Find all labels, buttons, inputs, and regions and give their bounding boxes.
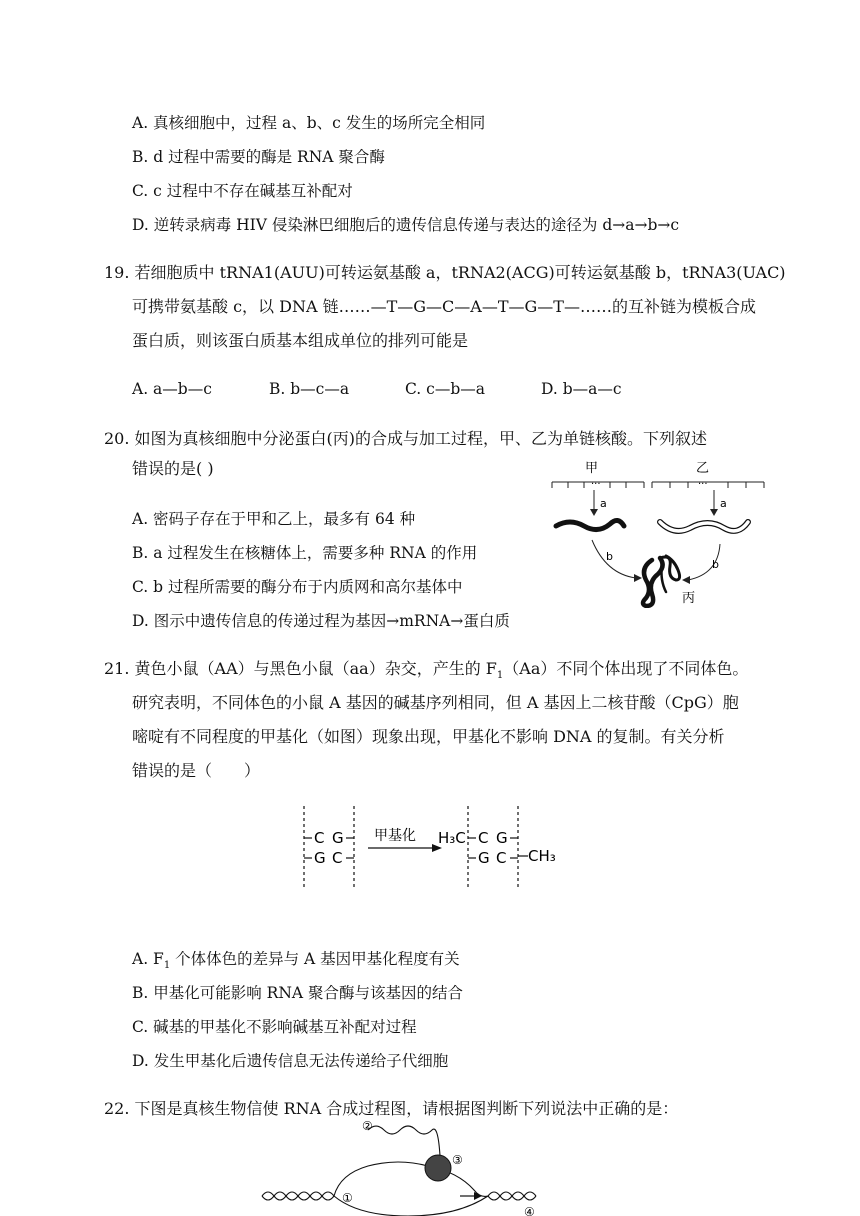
- q19-option-d: D. b—a—c: [541, 380, 622, 398]
- q21-option-b: B. 甲基化可能影响 RNA 聚合酶与该基因的结合: [132, 984, 464, 1002]
- q20-protein-bing: [643, 556, 680, 606]
- q22-label-2: ②: [362, 1119, 373, 1133]
- q21-right-c-bottom: C: [496, 849, 507, 867]
- q19-stem-line2: 可携带氨基酸 c，以 DNA 链……—T—G—C—A—T—G—T—……的互补链为模板合成: [132, 297, 756, 316]
- q22-transcription-figure: [258, 1118, 548, 1216]
- q21-option-c: C. 碱基的甲基化不影响碱基互补配对过程: [132, 1018, 417, 1036]
- q22-stem-line1: 22. 下图是真核生物信使 RNA 合成过程图，请根据图判断下列说法中正确的是：: [104, 1099, 679, 1118]
- q21-stem-line4: 错误的是（ ）: [132, 761, 261, 780]
- q20-label-a-right: a: [720, 497, 727, 510]
- q21-ch3-label: CH₃: [528, 847, 556, 865]
- q21-stem-line1-sub: 1: [496, 670, 504, 682]
- q21-h3c-label: H₃C: [438, 829, 466, 847]
- q20-strand-thick: [556, 520, 624, 529]
- q22-mrna: [368, 1126, 440, 1156]
- q20-option-c: C. b 过程所需要的酶分布于内质网和高尔基体中: [132, 578, 463, 596]
- q22-label-4: ④: [524, 1205, 535, 1216]
- q20-figure-label-jia: 甲: [585, 461, 599, 476]
- q21-stem-line2: 研究表明，不同体色的小鼠 A 基因的碱基序列相同，但 A 基因上二核苷酸（CpG）胞: [132, 693, 739, 712]
- q21-stem-line1: [104, 658, 748, 687]
- q22-dna-left: [262, 1192, 334, 1200]
- q22-label-3: ③: [452, 1153, 463, 1167]
- q20-label-b-right: b: [712, 558, 719, 571]
- q20-option-a: A. 密码子存在于甲和乙上，最多有 64 种: [132, 510, 416, 528]
- q22-rna-polymerase: [425, 1155, 451, 1181]
- q20-stem-line1: 20. 如图为真核细胞中分泌蛋白(丙)的合成与加工过程，甲、乙为单链核酸。下列叙述: [104, 429, 708, 448]
- q20-figure-label-yi: 乙: [696, 461, 710, 476]
- q19-option-a: A. a—b—c: [132, 380, 212, 398]
- q20-label-a-left: a: [600, 497, 607, 510]
- q21-right-c-top: C: [478, 829, 489, 847]
- q22-dna-right: [488, 1192, 536, 1200]
- q21-stem-line1-post: （Aa）不同个体出现了不同体色。: [503, 659, 749, 678]
- q21-stem-line3: 嘧啶有不同程度的甲基化（如图）现象出现，甲基化不影响 DNA 的复制。有关分析: [132, 727, 725, 746]
- q20-figure-label-bing: 丙: [682, 591, 696, 606]
- q21-option-a-pre: A. F: [132, 950, 164, 968]
- q21-left-c-top: C: [314, 829, 325, 847]
- q20-figure: [548, 456, 770, 608]
- q21-option-d: D. 发生甲基化后遗传信息无法传递给子代细胞: [132, 1052, 449, 1070]
- q19-option-b: B. b—c—a: [269, 380, 350, 398]
- q21-methylation-figure: [296, 800, 564, 894]
- q21-left-c-bottom: C: [332, 849, 343, 867]
- q21-option-a-sub: 1: [163, 960, 171, 972]
- q18-option-d: D. 逆转录病毒 HIV 侵染淋巴细胞后的遗传信息传递与表达的途径为 d→a→b→c: [132, 216, 680, 234]
- q20-option-d: D. 图示中遗传信息的传递过程为基因→mRNA→蛋白质: [132, 612, 510, 630]
- q21-left-g-bottom: G: [314, 849, 326, 867]
- q19-stem-line1: 19. 若细胞质中 tRNA1(AUU)可转运氨基酸 a，tRNA2(ACG)可转运氨基酸 b，tRNA3(UAC): [104, 263, 786, 282]
- q20-gene-yi: [652, 482, 764, 488]
- q18-option-a: A. 真核细胞中，过程 a、b、c 发生的场所完全相同: [132, 114, 486, 132]
- q21-option-a-post: 个体体色的差异与 A 基因甲基化程度有关: [170, 950, 460, 968]
- svg-text:···: ···: [698, 479, 708, 490]
- q21-option-a: [132, 948, 460, 977]
- q21-right-g-top: G: [496, 829, 508, 847]
- q18-option-b: B. d 过程中需要的酶是 RNA 聚合酶: [132, 148, 385, 166]
- q19-option-c: C. c—b—a: [405, 380, 486, 398]
- svg-text:···: ···: [591, 479, 601, 490]
- q20-stem-line2: 错误的是( ): [132, 459, 214, 478]
- q19-stem-line3: 蛋白质，则该蛋白质基本组成单位的排列可能是: [132, 331, 469, 350]
- q22-label-1: ①: [342, 1191, 353, 1205]
- q20-option-b: B. a 过程发生在核糖体上，需要多种 RNA 的作用: [132, 544, 478, 562]
- q21-left-g-top: G: [332, 829, 344, 847]
- q21-stem-line1-pre: 21. 黄色小鼠（AA）与黑色小鼠（aa）杂交，产生的 F: [104, 659, 497, 678]
- q18-option-c: C. c 过程中不存在碱基互补配对: [132, 182, 353, 200]
- q21-right-g-bottom: G: [478, 849, 490, 867]
- q20-label-b-left: b: [606, 550, 613, 563]
- q21-arrow-label: 甲基化: [374, 828, 416, 844]
